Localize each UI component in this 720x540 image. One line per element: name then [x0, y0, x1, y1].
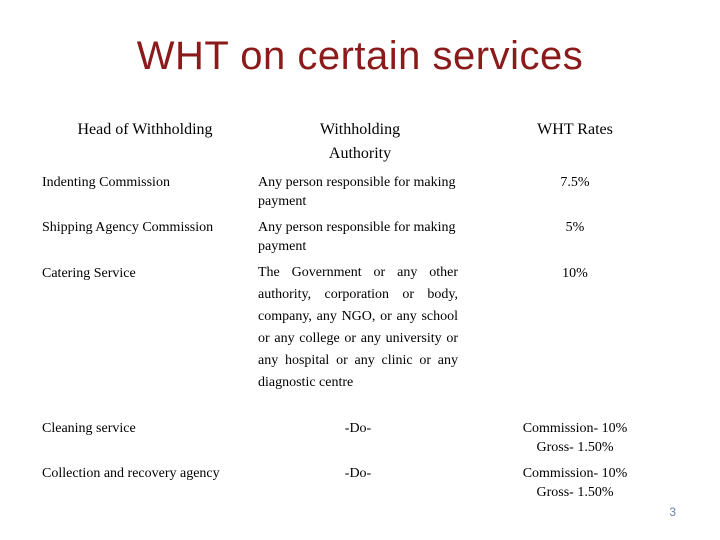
row-4-rate-commission: Commission- 10% — [522, 421, 628, 436]
row-4-authority: -Do- — [344, 421, 372, 436]
header-wht-rates: WHT Rates — [537, 121, 613, 138]
row-4-head: Cleaning service — [42, 421, 136, 436]
row-1-authority: Any person responsible for making payment — [258, 175, 456, 209]
row-5-authority: -Do- — [344, 466, 372, 481]
row-2-rate: 5% — [565, 220, 585, 235]
page-number: 3 — [669, 505, 676, 519]
header-withholding-authority: Withholding Authority — [319, 121, 401, 162]
header-head-of-withholding: Head of Withholding — [77, 121, 213, 138]
slide-title: WHT on certain services — [136, 34, 584, 78]
row-2-head: Shipping Agency Commission — [42, 220, 214, 235]
row-1-head: Indenting Commission — [42, 175, 170, 190]
row-3-authority: The Government or any other authority, corporation or body, company, any NGO, or any school or any college or any university or any hospital or any clinic or any diagnostic centre — [258, 265, 458, 390]
row-3-rate: 10% — [562, 266, 588, 281]
row-2-authority: Any person responsible for making payment — [258, 220, 456, 254]
row-4-rate — [490, 419, 660, 457]
row-5-head: Collection and recovery agency — [42, 466, 220, 481]
row-5-rate — [490, 464, 660, 502]
row-4-rate-gross: Gross- 1.50% — [536, 440, 614, 455]
row-1-rate: 7.5% — [560, 175, 590, 190]
row-5-rate-commission: Commission- 10% — [522, 466, 628, 481]
row-5-rate-gross: Gross- 1.50% — [536, 485, 614, 500]
row-3-head: Catering Service — [42, 266, 136, 281]
